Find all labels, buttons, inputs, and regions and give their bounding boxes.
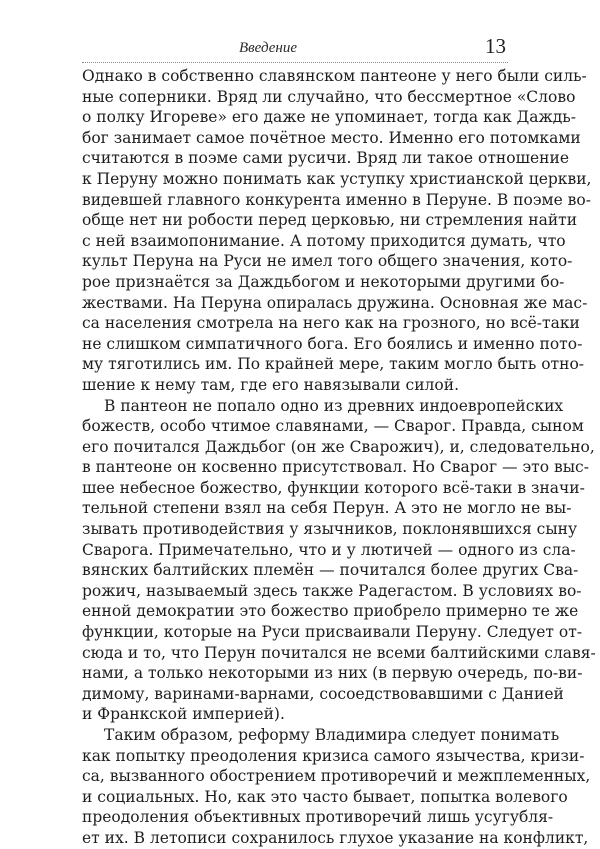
text-line: ет их. В летописи сохранилось глухое указание на конфликт, xyxy=(82,828,589,847)
text-line: к Перуну можно понимать как уступку христианской церкви, xyxy=(82,169,592,188)
text-line: нами, а только некоторыми из них (в первую очередь, по-ви- xyxy=(82,664,583,683)
text-line: са, вызванного обострением противоречий и межплеменных, xyxy=(82,767,591,786)
text-line: ные соперники. Вряд ли случайно, что бессмертное «Слово xyxy=(82,87,576,106)
text-line: му тяготились им. По крайней мере, таким могло быть отно- xyxy=(82,355,585,374)
text-line: обще нет ни робости перед церковью, ни стремления найти xyxy=(82,211,578,230)
text-line: рое признаётся за Даждьбогом и некоторыми другими бо- xyxy=(82,272,565,291)
paragraph xyxy=(82,66,592,396)
paragraph xyxy=(82,396,596,726)
text-line: культ Перуна на Руси не имел того общего значения, кото- xyxy=(82,252,573,271)
text-line: вянских балтийских племён — почитался более других Сва- xyxy=(82,561,579,580)
text-line: функции, которые на Руси присваивали Перуну. Следует от- xyxy=(82,623,583,642)
text-line: В пантеон не попало одно из древних индоевропейских xyxy=(104,396,564,415)
text-line: Сварога. Примечательно, что и у лютичей — одного из сла- xyxy=(82,540,576,559)
text-line: с ней взаимопонимание. А потому приходится думать, что xyxy=(82,231,566,250)
text-line: видевшей главного конкурента именно в Перуне. В поэме во- xyxy=(82,190,591,209)
text-line: тельной степени взял на себя Перун. А это не могло не вы- xyxy=(82,499,572,518)
text-line: и социальных. Но, как это часто бывает, попытка волевого xyxy=(82,787,568,806)
body-text xyxy=(82,66,596,849)
text-line: и Франкской империей). xyxy=(82,705,285,724)
page-header xyxy=(82,34,508,64)
text-line: шее небесное божество, функции которого всё-таки в значи- xyxy=(82,478,585,497)
running-head: Введение xyxy=(239,40,297,56)
text-line: Таким образом, реформу Владимира следует понимать xyxy=(104,726,560,744)
text-line: димому, варинами-варнами, сосоедствовавшими с Данией xyxy=(82,684,564,703)
text-line: считаются в поэме сами русичи. Вряд ли такое отношение xyxy=(82,149,569,168)
text-line: сюда и то, что Перун почитался не всеми балтийскими славя- xyxy=(82,643,596,662)
text-line: са населения смотрела на него как на грозного, но всё-таки xyxy=(82,314,580,333)
text-line: как попытку преодоления кризиса самого язычества, кризи- xyxy=(82,746,585,765)
text-line: божеств, особо чтимое славянами, — Сварог. Правда, сыном xyxy=(82,417,584,436)
text-line: бог занимает самое почётное место. Именно его потомками xyxy=(82,128,581,147)
text-line: зывать противодействия у язычников, поклонявшихся сыну xyxy=(82,520,578,539)
text-line: жествами. На Перуна опиралась дружина. Основная же мас- xyxy=(82,293,588,312)
text-line: рожич, называемый здесь также Радегастом. В условиях во- xyxy=(82,581,582,600)
text-line: Однако в собственно славянском пантеоне у него были силь- xyxy=(82,67,587,85)
text-line: не слишком симпатичного бога. Его боялись и именно пото- xyxy=(82,334,583,353)
text-line: о полку Игореве» его даже не упоминает, тогда как Даждь- xyxy=(82,108,576,127)
text-line: его почитался Даждьбог (он же Сварожич), и, следовательно, xyxy=(82,437,595,456)
text-line: в пантеоне он косвенно присутствовал. Но Сварог — это выс- xyxy=(82,458,589,477)
paragraph xyxy=(82,725,591,849)
text-line: шение к нему там, где его навязывали силой. xyxy=(82,375,459,394)
text-line: енной демократии это божество приобрело примерно те же xyxy=(82,602,579,621)
header-divider xyxy=(82,62,508,63)
text-line: преодоления объективных противоречий лишь усугубля- xyxy=(82,808,554,827)
page-number: 13 xyxy=(485,34,506,58)
